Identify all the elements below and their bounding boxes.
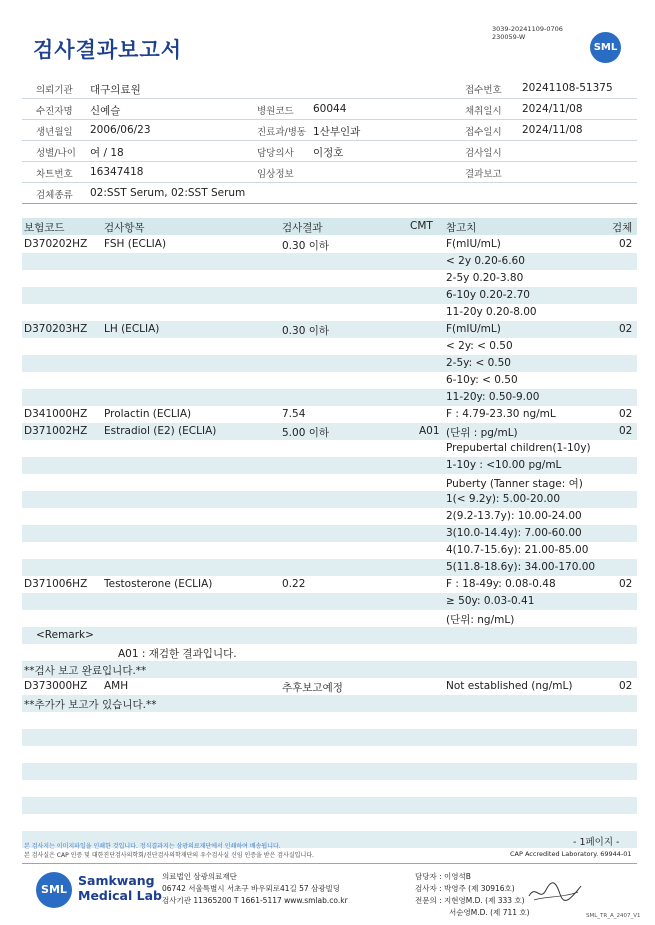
cell-item: LH (ECLIA) — [104, 323, 160, 335]
table-row — [22, 406, 637, 423]
blank-row — [22, 780, 637, 797]
blank-row — [22, 814, 637, 831]
cell-result: 5.00 이하 — [282, 427, 330, 439]
cell-code: D371002HZ — [24, 425, 88, 437]
cell-ref: 5(11.8-18.6y): 34.00-170.00 — [446, 561, 596, 573]
sex-age-label: 성별/나이 — [36, 148, 76, 159]
cell-spec: 02 — [619, 578, 633, 590]
cell-ref: 3(10.0-14.4y): 7.00-60.00 — [446, 527, 582, 539]
test-date-label: 검사일시 — [465, 148, 502, 159]
cell-ref: 6-10y: < 0.50 — [446, 374, 518, 386]
print-note: 본 검사지는 이미지파일을 인쇄한 것입니다. 정식결과지는 삼광의료재단에서 인쇄하여 배송됩니다. — [24, 843, 281, 850]
table-row — [22, 440, 637, 457]
page-title: 검사결과보고서 — [33, 38, 183, 62]
remark-text: A01 : 재검한 결과입니다. — [118, 648, 237, 660]
cell-ref: 2(9.2-13.7y): 10.00-24.00 — [446, 510, 582, 522]
dob-label: 생년월일 — [36, 127, 73, 138]
doctor-label: 담당의사 — [257, 148, 294, 159]
header-row-1 — [22, 78, 637, 99]
cell-ref: (단위: ng/mL) — [446, 614, 515, 626]
additional-note-row — [22, 695, 637, 712]
staff-specialist-2: 서순영M.D. (제 711 호) — [449, 908, 530, 917]
amh-row — [22, 678, 637, 695]
table-row — [22, 338, 637, 355]
receipt-date-value: 2024/11/08 — [522, 124, 583, 136]
cell-result: 0.22 — [282, 578, 306, 590]
document-id — [492, 25, 563, 41]
amh-result: 추후보고예정 — [282, 682, 343, 694]
cell-ref: 2-5y 0.20-3.80 — [446, 272, 524, 284]
cell-spec: 02 — [619, 425, 633, 437]
cell-ref: (단위 : pg/mL) — [446, 427, 518, 439]
cell-ref: F : 4.79-23.30 ng/mL — [446, 408, 556, 420]
specimen-label: 검체종류 — [36, 190, 73, 201]
blank-row — [22, 746, 637, 763]
doctor-value: 이정호 — [313, 147, 344, 159]
col-cmt: CMT — [410, 220, 433, 232]
complete-note: **검사 보고 완료입니다.** — [24, 665, 147, 677]
blank-row — [22, 712, 637, 729]
receipt-no-value: 20241108-51375 — [522, 82, 613, 94]
header-row-6 — [22, 183, 637, 204]
org-name: 의료법인 삼광의료재단 — [162, 872, 237, 881]
amh-item: AMH — [104, 680, 129, 692]
table-row — [22, 610, 637, 627]
amh-code: D373000HZ — [24, 680, 88, 692]
cell-item: Estradiol (E2) (ECLIA) — [104, 425, 217, 437]
collect-date-label: 채취일시 — [465, 106, 502, 117]
cell-ref: 11-20y 0.20-8.00 — [446, 306, 537, 318]
cell-item: Testosterone (ECLIA) — [104, 578, 213, 590]
signature-image — [526, 878, 584, 904]
page-number: - 1페이지 - — [573, 837, 620, 848]
col-spec: 검체 — [612, 222, 633, 234]
sml-logo: SML — [590, 32, 621, 63]
remark-label: <Remark> — [36, 629, 94, 641]
remark-row — [22, 627, 637, 644]
results-table-header — [22, 218, 637, 235]
chart-no-value: 16347418 — [90, 166, 144, 178]
cell-ref: 1(< 9.2y): 5.00-20.00 — [446, 493, 561, 505]
document-id-line-2: 230059-W — [492, 33, 526, 41]
cell-result: 7.54 — [282, 408, 306, 420]
cell-item: FSH (ECLIA) — [104, 238, 167, 250]
cell-code: D370203HZ — [24, 323, 88, 335]
chart-no-label: 차트번호 — [36, 169, 73, 180]
brand-name — [78, 873, 162, 903]
cell-ref: < 2y: < 0.50 — [446, 340, 513, 352]
table-row — [22, 559, 637, 576]
dept-label: 진료과/병동 — [257, 127, 307, 138]
table-row — [22, 508, 637, 525]
cell-ref: 2-5y: < 0.50 — [446, 357, 511, 369]
table-row — [22, 491, 637, 508]
cell-item: Prolactin (ECLIA) — [104, 408, 192, 420]
brand-line-2: Medical Lab — [78, 888, 162, 903]
remark-text-row — [22, 644, 637, 661]
complete-note-row — [22, 661, 637, 678]
hospital-code-label: 병원코드 — [257, 106, 294, 117]
cell-result: 0.30 이하 — [282, 325, 330, 337]
collect-date-value: 2024/11/08 — [522, 103, 583, 115]
patient-value: 신예슬 — [90, 105, 121, 117]
col-item: 검사항목 — [104, 222, 145, 234]
table-row — [22, 423, 637, 440]
cell-ref: 11-20y: 0.50-9.00 — [446, 391, 540, 403]
table-row — [22, 270, 637, 287]
clinical-label: 임상정보 — [257, 169, 294, 180]
amh-spec: 02 — [619, 680, 633, 692]
table-row — [22, 236, 637, 253]
blank-row — [22, 797, 637, 814]
cell-spec: 02 — [619, 238, 633, 250]
col-code: 보험코드 — [24, 222, 65, 234]
table-row — [22, 321, 637, 338]
col-result: 검사결과 — [282, 222, 323, 234]
org-address: 06742 서울특별시 서초구 바우뫼로41길 57 삼광빌딩 — [162, 884, 341, 893]
header-row-4 — [22, 141, 637, 162]
staff-specialist-1: 전문의 : 지현영M.D. (제 333 호) — [415, 896, 525, 905]
cell-ref: F(mIU/mL) — [446, 238, 501, 250]
cell-ref: Puberty (Tanner stage: 여) — [446, 478, 583, 490]
table-row — [22, 525, 637, 542]
cell-ref: ≥ 50y: 0.03-0.41 — [446, 595, 535, 607]
cell-code: D370202HZ — [24, 238, 88, 250]
table-row — [22, 542, 637, 559]
table-row — [22, 474, 637, 491]
footer-divider — [22, 863, 637, 864]
receipt-date-label: 접수일시 — [465, 127, 502, 138]
document-id-line-1: 3039-20241109-0706 — [492, 25, 563, 33]
cell-cmt: A01 — [419, 425, 440, 437]
table-row — [22, 287, 637, 304]
table-row — [22, 372, 637, 389]
cell-ref: 1-10y : <10.00 pg/mL — [446, 459, 562, 471]
blank-row — [22, 729, 637, 746]
org-contact: 검사기관 11365200 T 1661-5117 www.smlab.co.kr — [162, 896, 348, 905]
cell-result: 0.30 이하 — [282, 240, 330, 252]
cell-code: D371006HZ — [24, 578, 88, 590]
cap-accreditation: CAP Accredited Laboratory. 69944-01 — [510, 850, 632, 858]
institution-value: 대구의료원 — [90, 84, 141, 96]
header-row-5 — [22, 162, 637, 183]
specimen-value: 02:SST Serum, 02:SST Serum — [90, 187, 246, 199]
samkwang-logo: SML — [36, 872, 72, 908]
amh-ref: Not established (ng/mL) — [446, 680, 573, 692]
cell-spec: 02 — [619, 408, 633, 420]
cell-ref: Prepubertal children(1-10y) — [446, 442, 591, 454]
table-row — [22, 253, 637, 270]
form-code: SML_TR_A_2407_V1 — [586, 913, 641, 919]
table-row — [22, 576, 637, 593]
table-row — [22, 457, 637, 474]
table-row — [22, 593, 637, 610]
staff-tester: 검사자 : 박영주 (제 30916호) — [415, 884, 515, 893]
sex-age-value: 여 / 18 — [90, 147, 124, 159]
brand-line-1: Samkwang — [78, 873, 155, 888]
cell-spec: 02 — [619, 323, 633, 335]
cell-ref: 4(10.7-15.6y): 21.00-85.00 — [446, 544, 589, 556]
col-ref: 참고치 — [446, 222, 477, 234]
cell-ref: < 2y 0.20-6.60 — [446, 255, 525, 267]
hospital-code-value: 60044 — [313, 103, 347, 115]
certification-note: 본 검사실은 CAP 인증 및 대한진단검사의학회/진단검사의학재단의 우수검사실 신임 인증을 받은 검사실입니다. — [24, 852, 314, 859]
cell-code: D341000HZ — [24, 408, 88, 420]
receipt-no-label: 접수번호 — [465, 85, 502, 96]
header-row-2 — [22, 99, 637, 120]
dept-value: 1산부인과 — [313, 126, 361, 138]
cell-ref: F : 18-49y: 0.08-0.48 — [446, 578, 556, 590]
dob-value: 2006/06/23 — [90, 124, 151, 136]
cell-ref: F(mIU/mL) — [446, 323, 501, 335]
patient-label: 수진자명 — [36, 106, 73, 117]
blank-row — [22, 763, 637, 780]
report-label: 결과보고 — [465, 169, 502, 180]
cell-ref: 6-10y 0.20-2.70 — [446, 289, 530, 301]
institution-label: 의뢰기관 — [36, 85, 73, 96]
staff-manager: 담당자 : 이영석B — [415, 872, 471, 881]
table-row — [22, 355, 637, 372]
table-row — [22, 304, 637, 321]
header-row-3 — [22, 120, 637, 141]
additional-note: **추가가 보고가 있습니다.** — [24, 699, 157, 711]
table-row — [22, 389, 637, 406]
